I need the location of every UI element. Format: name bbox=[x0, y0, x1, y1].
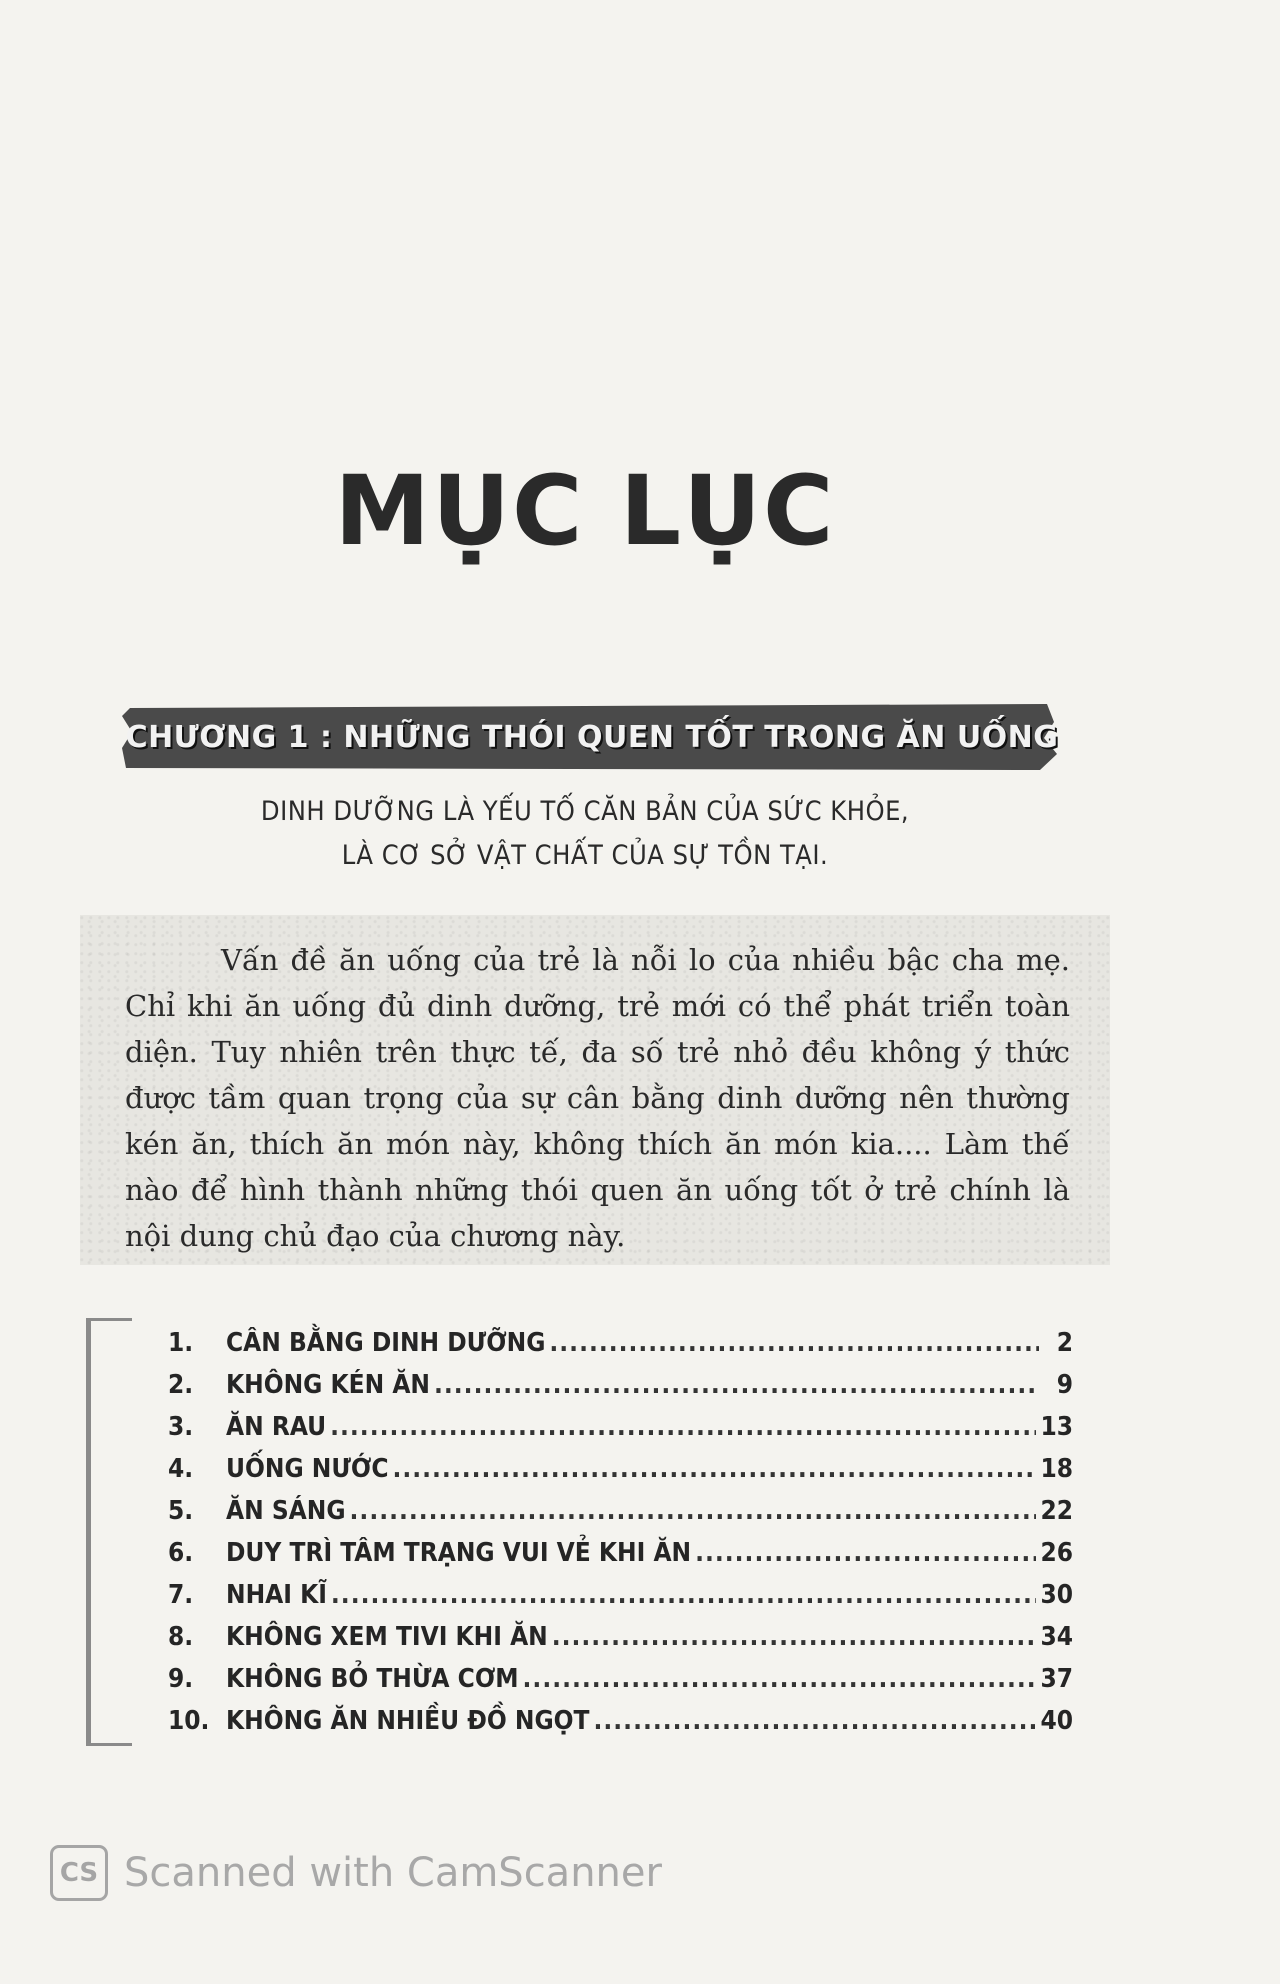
toc-label: NHAI KĨ bbox=[226, 1580, 327, 1610]
toc-label: ĂN RAU bbox=[226, 1412, 327, 1442]
toc-page: 13 bbox=[1040, 1412, 1073, 1442]
toc-leader bbox=[594, 1706, 1037, 1736]
toc-page: 30 bbox=[1040, 1580, 1073, 1610]
toc-item[interactable] bbox=[168, 1664, 1073, 1706]
toc-item[interactable] bbox=[168, 1706, 1073, 1748]
toc-leader bbox=[350, 1496, 1037, 1526]
toc-number: 5. bbox=[168, 1496, 194, 1526]
toc-item[interactable] bbox=[168, 1370, 1073, 1412]
toc-leader bbox=[434, 1370, 1039, 1400]
toc-page: 18 bbox=[1040, 1454, 1073, 1484]
toc-number: 8. bbox=[168, 1622, 194, 1652]
toc-number: 9. bbox=[168, 1664, 194, 1694]
toc-leader bbox=[549, 1328, 1039, 1358]
toc-page: 26 bbox=[1040, 1538, 1073, 1568]
toc-number: 7. bbox=[168, 1580, 194, 1610]
toc-number: 10. bbox=[168, 1706, 210, 1736]
toc-label: KHÔNG ĂN NHIỀU ĐỒ NGỌT bbox=[226, 1706, 590, 1736]
toc-item[interactable] bbox=[168, 1328, 1073, 1370]
toc-page: 22 bbox=[1040, 1496, 1073, 1526]
toc-page: 2 bbox=[1056, 1328, 1073, 1358]
toc-item[interactable] bbox=[168, 1538, 1073, 1580]
toc-page: 34 bbox=[1040, 1622, 1073, 1652]
intro-paragraph: Vấn đề ăn uống của trẻ là nỗi lo của nhiều bậc cha mẹ. Chỉ khi ăn uống đủ dinh dưỡng, trẻ mới có thể phát triển toàn diện. Tuy nhiên trên thực tế, đa số trẻ nhỏ đều không ý thức được tầm quan trọng của sự cân bằng dinh dưỡng nên thường kén ăn, thích ăn món này, không thích ăn món kia.... Làm thế nào để hình thành những thói quen ăn uống tốt ở trẻ chính là nội dung chủ đạo của chương này. bbox=[125, 943, 1070, 1253]
chapter-heading: CHƯƠNG 1 : NHỮNG THÓI QUEN TỐT TRONG ĂN UỐNG bbox=[125, 719, 1059, 755]
toc-label: KHÔNG BỎ THỪA CƠM bbox=[226, 1664, 519, 1694]
toc-bracket bbox=[86, 1318, 132, 1746]
chapter-subtitle-line1: DINH DƯỠNG LÀ YẾU TỐ CĂN BẢN CỦA SỨC KHỎE, bbox=[260, 796, 910, 827]
intro-box bbox=[80, 915, 1110, 1265]
camscanner-logo-icon: CS bbox=[50, 1845, 108, 1901]
toc-item[interactable] bbox=[168, 1580, 1073, 1622]
toc-label: KHÔNG KÉN ĂN bbox=[226, 1370, 431, 1400]
toc-leader bbox=[552, 1622, 1037, 1652]
toc-label: DUY TRÌ TÂM TRẠNG VUI VẺ KHI ĂN bbox=[226, 1538, 692, 1568]
page-title: MỤC LỤC bbox=[334, 455, 836, 567]
toc-page: 40 bbox=[1040, 1706, 1073, 1736]
chapter-banner bbox=[122, 702, 1062, 772]
table-of-contents bbox=[168, 1328, 1073, 1748]
scanner-watermark: Scanned with CamScanner bbox=[124, 1850, 662, 1896]
toc-number: 6. bbox=[168, 1538, 194, 1568]
toc-leader bbox=[330, 1412, 1036, 1442]
toc-number: 4. bbox=[168, 1454, 194, 1484]
toc-number: 3. bbox=[168, 1412, 194, 1442]
toc-number: 1. bbox=[168, 1328, 194, 1358]
toc-label: UỐNG NƯỚC bbox=[226, 1454, 389, 1484]
toc-leader bbox=[331, 1580, 1037, 1610]
toc-number: 2. bbox=[168, 1370, 194, 1400]
toc-page: 9 bbox=[1056, 1370, 1073, 1400]
toc-page: 37 bbox=[1040, 1664, 1073, 1694]
toc-label: CÂN BẰNG DINH DƯỠNG bbox=[226, 1328, 546, 1358]
toc-item[interactable] bbox=[168, 1622, 1073, 1664]
toc-item[interactable] bbox=[168, 1412, 1073, 1454]
toc-leader bbox=[393, 1454, 1037, 1484]
toc-item[interactable] bbox=[168, 1496, 1073, 1538]
toc-leader bbox=[523, 1664, 1037, 1694]
toc-label: ĂN SÁNG bbox=[226, 1496, 346, 1526]
toc-label: KHÔNG XEM TIVI KHI ĂN bbox=[226, 1622, 548, 1652]
chapter-subtitle-line2: LÀ CƠ SỞ VẬT CHẤT CỦA SỰ TỒN TẠI. bbox=[341, 840, 829, 871]
toc-item[interactable] bbox=[168, 1454, 1073, 1496]
toc-leader bbox=[695, 1538, 1036, 1568]
